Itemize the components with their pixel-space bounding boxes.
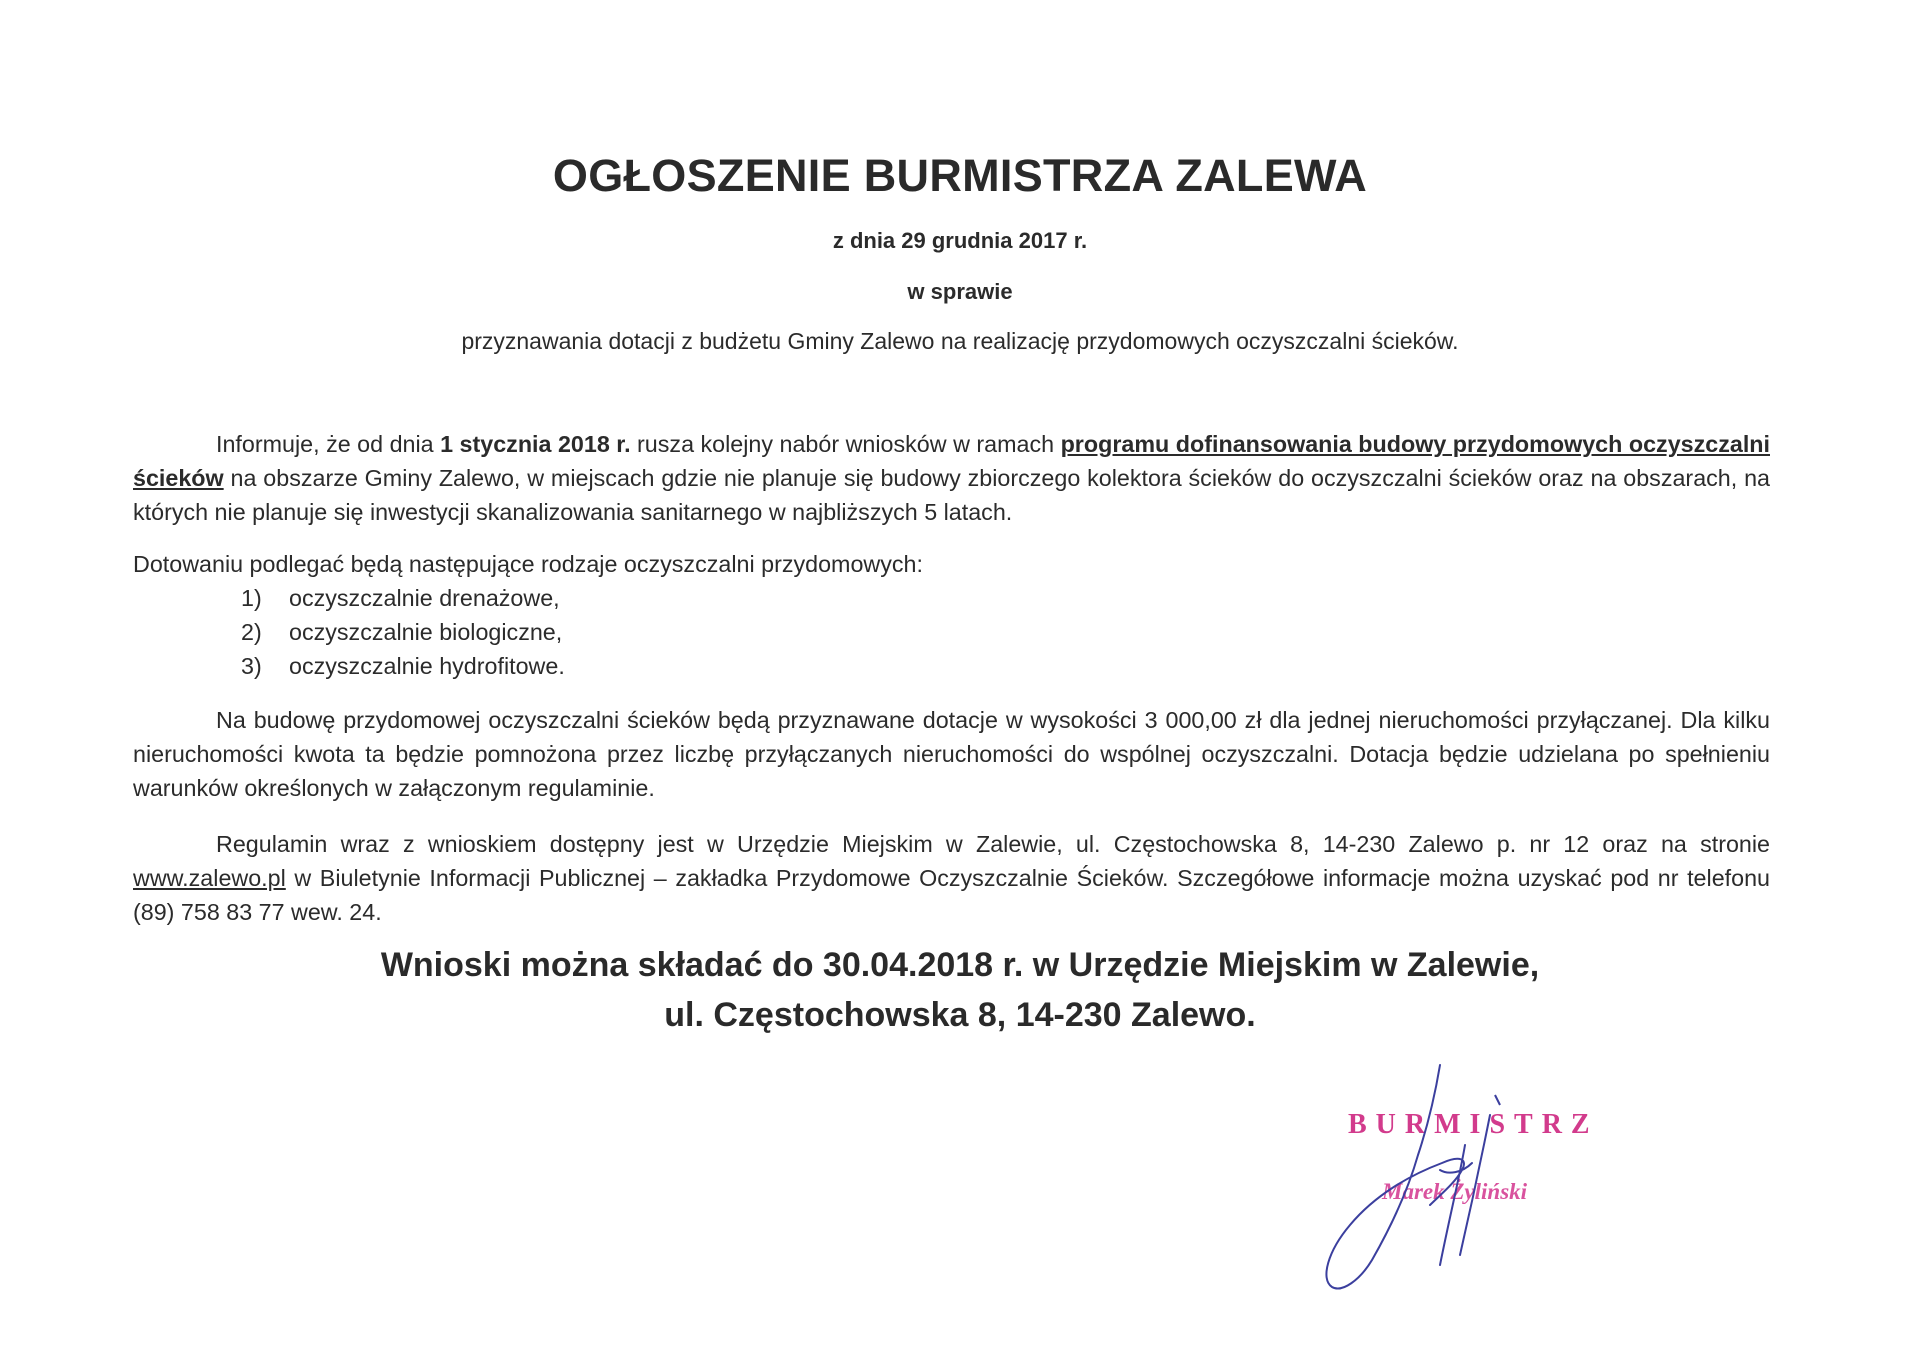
website-link[interactable]: www.zalewo.pl: [133, 865, 286, 891]
stamp-title: BURMISTRZ: [1348, 1109, 1599, 1140]
document-title: OGŁOSZENIE BURMISTRZA ZALEWA: [552, 150, 1368, 201]
paragraph-regulations: [133, 827, 1770, 929]
start-date: 1 stycznia 2018 r.: [440, 431, 631, 457]
list-intro: Dotowaniu podlegać będą następujące rodzaje oczyszczalni przydomowych:: [133, 551, 923, 577]
closing-line-1: Wnioski można składać do 30.04.2018 r. w Urzędzie Miejskim w Zalewie,: [380, 946, 1540, 984]
list-text: oczyszczalnie hydrofitowe.: [289, 653, 565, 679]
handwritten-signature-icon: [1290, 1055, 1520, 1295]
paragraph-announcement: [133, 427, 1770, 529]
list-number: 1): [241, 585, 262, 611]
closing-statement: [0, 940, 1920, 1040]
list-number: 2): [241, 619, 262, 645]
document-subject: przyznawania dotacji z budżetu Gminy Zalewo na realizację przydomowych oczyszczalni ścieków.: [461, 328, 1459, 354]
program-name: programu dofinansowania budowy przydomowych oczyszczalni ścieków: [133, 431, 1770, 491]
list-text: oczyszczalnie biologiczne,: [289, 619, 563, 645]
stamp-name: Marek Żyliński: [1382, 1179, 1528, 1204]
list-number: 3): [241, 653, 262, 679]
closing-line-2: ul. Częstochowska 8, 14-230 Zalewo.: [664, 996, 1256, 1034]
list-item: [133, 581, 1770, 615]
text-fragment: Informuje, że od dnia: [216, 431, 441, 457]
list-item: [133, 649, 1770, 683]
treatment-types-list: [133, 581, 1770, 683]
document-body: [133, 427, 1770, 929]
paragraph-grant-amount: Na budowę przydomowej oczyszczalni ścieków będą przyznawane dotacje w wysokości 3 000,00 zł dla jednej nieruchomości przyłączanej. Dla kilku nieruchomości kwota ta będzie pomnożona przez liczbę przyłączanych nieruchomości do wspólnej oczyszczalni. Dotacja będzie udzielana po spełnieniu warunków określonych w załączonym regulaminie.: [133, 707, 1770, 801]
list-item: [133, 615, 1770, 649]
text-fragment: Regulamin wraz z wnioskiem dostępny jest w Urzędzie Miejskim w Zalewie, ul. Częstochowska 8, 14-230 Zalewo p. nr 12 oraz na stronie: [216, 831, 1770, 857]
in-matter-label: w sprawie: [907, 279, 1013, 304]
text-fragment: na obszarze Gminy Zalewo, w miejscach gdzie nie planuje się budowy zbiorczego kolektora ścieków do oczyszczalni ścieków oraz na obszarach, na których nie planuje się inwestycji skanalizowania sanitarnego w najbliższych 5 latach.: [133, 465, 1770, 525]
list-text: oczyszczalnie drenażowe,: [289, 585, 560, 611]
text-fragment: w Biuletynie Informacji Publicznej – zakładka Przydomowe Oczyszczalnie Ścieków. Szczegółowe informacje można uzyskać pod nr telefonu (89) 758 83 77 wew. 24.: [133, 865, 1770, 925]
text-fragment: rusza kolejny nabór wniosków w ramach: [630, 431, 1061, 457]
document-date: z dnia 29 grudnia 2017 r.: [832, 228, 1088, 253]
